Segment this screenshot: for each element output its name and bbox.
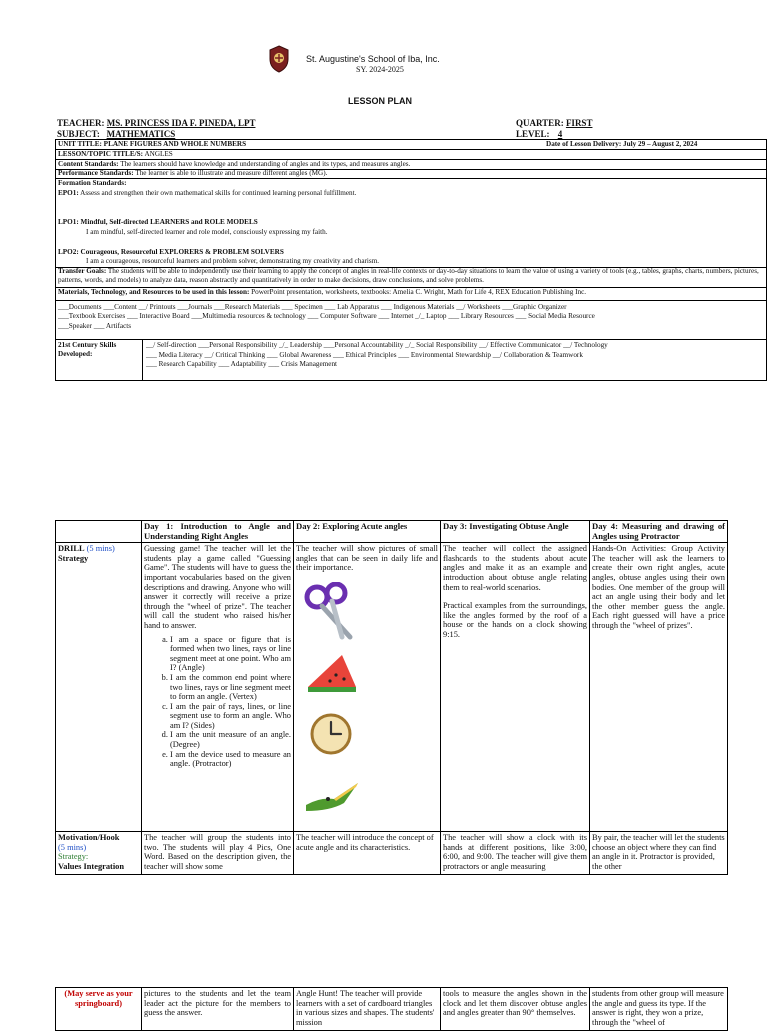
delivery-date: Date of Lesson Delivery: July 29 – August 2, 2024 — [546, 140, 698, 148]
content-standards — [58, 160, 410, 169]
continuation-row — [56, 988, 728, 1031]
document-title: LESSON PLAN — [348, 96, 413, 106]
daily-activities-table — [55, 520, 728, 875]
performance-standards-value: The learner is able to illustrate and measure different angles (MG). — [135, 169, 328, 177]
motivation-day1-cell: The teacher will group the students into two. The students will play 4 Pics, One Word. Based on the description given, the teacher will show some — [142, 832, 294, 875]
motivation-time: (5 mins) — [58, 842, 87, 852]
day1-header: Day 1: Introduction to Angle and Understanding Right Angles — [142, 521, 294, 543]
watermelon-slice-icon — [300, 643, 362, 701]
scissors-icon — [300, 582, 362, 640]
lesson-topic-label: LESSON/TOPIC TITLE/S: — [58, 150, 144, 158]
springboard-label: (May serve as your springboard) — [56, 988, 142, 1031]
drill-time: (5 mins) — [86, 544, 115, 554]
drill-day2-text: The teacher will show pictures of small angles that can be seen in daily life and their importance. — [296, 544, 438, 573]
riddle-item: a. I am a space or figure that is formed when two lines, rays or line segment meet at one point. Who am I? (Angle) — [170, 635, 291, 673]
drill-strategy-label: Strategy — [58, 553, 89, 563]
level-value: 4 — [557, 129, 563, 139]
unit-title: UNIT TITLE: PLANE FIGURES AND WHOLE NUMBERS — [58, 140, 247, 148]
skills-row-3: ___ Research Capability ___ Adaptability ___ Crisis Management — [146, 360, 338, 368]
performance-standards — [58, 169, 327, 178]
motivation-label: Motivation/Hook — [58, 833, 120, 843]
angle-pictures — [296, 579, 438, 823]
corner-cell — [56, 521, 142, 543]
resources-row-2: ___Textbook Exercises ___ Interactive Board ___Multimedia resources & technology ___ Computer Software ___ Internet _/_ Laptop ___ Library Resources ___ Social Media Resource — [58, 312, 595, 320]
continuation-day3-cell: tools to measure the angles shown in the clock and let them discover obtuse angles and angles greater than 90° themselves. — [441, 988, 590, 1031]
drill-row — [56, 543, 728, 832]
skills-row-1: __/ Self-direction ___Personal Responsibility _/_ Leadership ___Personal Accountability _/_ Social Responsibility __/ Effective Communicator __/ Technology — [146, 341, 608, 349]
riddle-item: e. I am the device used to measure an angle. (Protractor) — [170, 750, 291, 769]
values-integration-label: Values Integration — [58, 861, 124, 871]
motivation-strategy-label: Strategy: — [58, 852, 89, 862]
motivation-day2-cell: The teacher will introduce the concept of acute angle and its characteristics. — [294, 832, 441, 875]
riddle-item: d. I am the unit measure of an angle. (Degree) — [170, 730, 291, 749]
level-line — [516, 129, 568, 139]
drill-day3-text: The teacher will collect the assigned flashcards to the students about acute angles and make it as an example and introduction about obtuse angle relating them to real-world scenarios. — [443, 544, 587, 592]
continuation-table — [55, 987, 728, 1031]
quarter-line — [516, 118, 592, 128]
epo1 — [58, 189, 356, 198]
skills-row-2: ___ Media Literacy __/ Critical Thinking ___ Global Awareness ___ Ethical Principles ___ Environmental Stewardship __/ Collaboration & Teamwork — [146, 351, 583, 359]
performance-standards-label: Performance Standards: — [58, 169, 134, 177]
motivation-day4-cell: By pair, the teacher will let the students choose an object where they can find an angle in it. Protractor is provided, the other — [590, 832, 728, 875]
epo1-value: Assess and strengthen their own mathematical skills for continued learning personal fulfillment. — [80, 189, 357, 197]
day4-header: Day 4: Measuring and drawing of Angles using Protractor — [590, 521, 728, 543]
continuation-day2-cell: Angle Hunt! The teacher will provide learners with a set of cardboard triangles in various sizes and shapes. The students' mission — [294, 988, 441, 1031]
drill-day3-text-2: Practical examples from the surroundings, like the angles formed by the roof of a house or the hands on a clock showing 9:15. — [443, 601, 587, 639]
riddle-item: b. I am the common end point where two lines, rays or line segment meet to form an angle. (Vertex) — [170, 673, 291, 702]
motivation-row — [56, 832, 728, 875]
quarter-label: QUARTER: — [516, 118, 564, 128]
drill-label: DRILL — [58, 544, 85, 554]
lesson-topic — [58, 150, 173, 159]
teacher-label: TEACHER: — [57, 118, 105, 128]
continuation-day4-cell: students from other group will measure the angle and guess its type. If the answer is right, they won a prize, through the "wheel of — [590, 988, 728, 1031]
lpo1-text: I am mindful, self-directed learner and role model, consciously expressing my faith. — [86, 228, 328, 236]
materials-label: Materials, Technology, and Resources to be used in this lesson: — [58, 288, 250, 296]
drill-day2-cell — [294, 543, 441, 832]
motivation-day3-cell: The teacher will show a clock with its hands at different positions, like 3:00, 6:00, and 9:00. The teacher will give them protractors or angle measuring — [441, 832, 590, 875]
resources-row-3: ___Speaker ___ Artifacts — [58, 322, 132, 330]
skills-label: 21st Century Skills Developed: — [58, 341, 117, 358]
drill-day1-text: Guessing game! The teacher will let the students play a game called "Guessing Game". The students will have to guess the important vocabularies based on the given descriptions and drawing. Anyone who will answer it correctly will receive a prize through the "wheel of prize". The teacher will call the student who raised his/her hand to answer. — [144, 544, 291, 630]
content-standards-label: Content Standards: — [58, 160, 119, 168]
day-header-row — [56, 521, 728, 543]
day3-header: Day 3: Investigating Obtuse Angle — [441, 521, 590, 543]
school-year: SY. 2024-2025 — [356, 65, 404, 74]
clock-icon — [300, 704, 362, 762]
subject-line — [57, 129, 175, 139]
quarter-value: FIRST — [565, 118, 593, 128]
drill-day1-cell — [142, 543, 294, 832]
drill-day4-cell: Hands-On Activities: Group Activity The teacher will ask the learners to create their own right angles, acute angles, obtuse angles using their own bodies. One member of the group will act an angle using their body and let the other member guess the angle. Each right guessed will have a price through the "wheel of prizes". — [590, 543, 728, 832]
materials-value: PowerPoint presentation, worksheets, textbooks: Amelia C. Wright, Math for Life 4, REX Education Publishing Inc. — [251, 288, 587, 296]
lesson-topic-value: ANGLES — [144, 150, 173, 158]
drill-label-cell — [56, 543, 142, 832]
lpo2-text: I am a courageous, resourceful learners and problem solver, demonstrating my creativity and charism. — [86, 257, 380, 265]
materials — [58, 288, 586, 297]
transfer-goals-label: Transfer Goals: — [58, 267, 107, 275]
formation-standards-label: Formation Standards: — [58, 179, 127, 187]
resources-row-1: ___Documents ___Content __/ Printouts ___Journals ___Research Materials ___ Specimen ___ Lab Apparatus ___ Indigenous Materials __/ Worksheets ___Graphic Organizer — [58, 303, 567, 311]
lpo2-title: LPO2: Courageous, Resourceful EXPLORERS & PROBLEM SOLVERS — [58, 248, 284, 256]
continuation-day1-cell: pictures to the students and let the team leader act the picture for the members to guess the answer. — [142, 988, 294, 1031]
day2-header: Day 2: Exploring Acute angles — [294, 521, 441, 543]
school-seal-icon — [268, 45, 290, 73]
level-label: LEVEL: — [516, 129, 550, 139]
school-name: St. Augustine's School of Iba, Inc. — [306, 54, 440, 64]
teacher-line — [57, 118, 255, 128]
subject-label: SUBJECT: — [57, 129, 100, 139]
teacher-value: MS. PRINCESS IDA F. PINEDA, LPT — [106, 118, 256, 128]
crocodile-icon — [300, 765, 362, 823]
riddle-item: c. I am the pair of rays, lines, or line segment use to form an angle. Who am I? (Sides) — [170, 702, 291, 731]
drill-day3-cell — [441, 543, 590, 832]
content-standards-value: The learners should have knowledge and understanding of angles and its types, and measures angles. — [120, 160, 411, 168]
transfer-goals-value: The students will be able to independently use their learning to apply the concept of angles in real-life contexts or day-to-day situations to learn the value of using a variety of tools (e.g., tables, graphs, charts, numbers, pictures, patterns, words, and models) to analyze data, reason abstractly and quantitatively in order to make decisions, draw conclusions, and solve problems. — [58, 267, 759, 284]
transfer-goals — [58, 267, 764, 284]
riddle-list — [144, 635, 291, 769]
lesson-plan-header-table — [55, 139, 767, 381]
lpo1-title: LPO1: Mindful, Self-directed LEARNERS and ROLE MODELS — [58, 218, 258, 226]
motivation-label-cell — [56, 832, 142, 875]
subject-value: MATHEMATICS — [106, 129, 176, 139]
epo1-label: EPO1: — [58, 189, 79, 197]
